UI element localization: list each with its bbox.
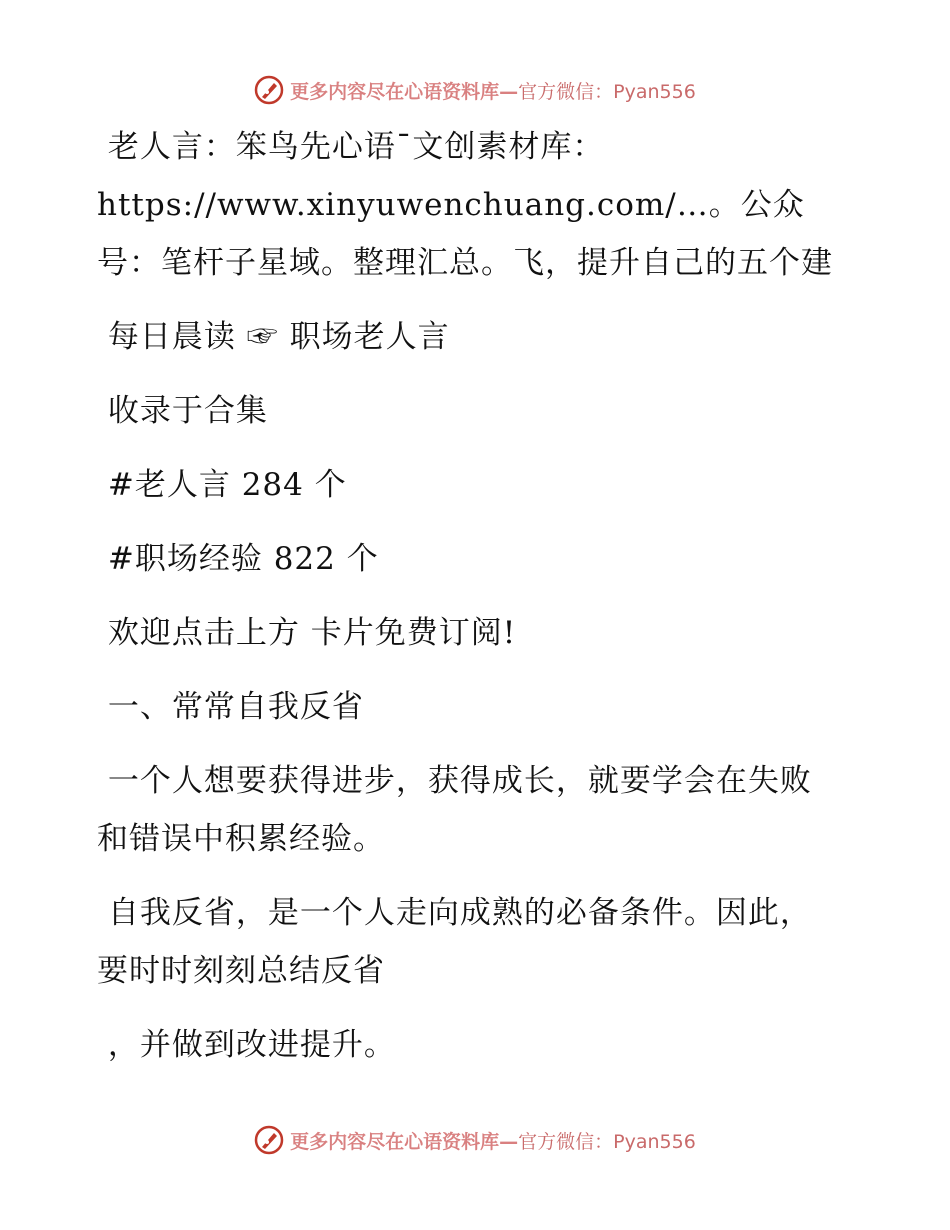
- watermark-wechat-text: 官方微信：Pyan556: [518, 80, 696, 103]
- footer-watermark: [0, 1120, 950, 1160]
- paragraph: 每日晨读 ☞ 职场老人言: [97, 319, 450, 355]
- paragraph: 收录于合集: [97, 393, 268, 429]
- paragraph: 老人言：笨鸟先心语¯文创素材库：https://www.xinyuwenchuang.com/…。公众号：笔杆子星域。整理汇总。飞，提升自己的五个建: [97, 129, 833, 281]
- paragraph: 自我反省，是一个人走向成熟的必备条件。因此，要时时刻刻总结反省: [97, 895, 812, 989]
- header-watermark: [0, 70, 950, 110]
- paragraph: 一个人想要获得进步，获得成长，就要学会在失败和错误中积累经验。: [97, 763, 812, 857]
- paragraph: #职场经验 822 个: [97, 541, 379, 577]
- paragraph: 欢迎点击上方 卡片免费订阅!: [97, 615, 517, 651]
- paragraph: ，并做到改进提升。: [97, 1027, 396, 1063]
- pen-logo-icon: [254, 75, 284, 105]
- document-body: [97, 118, 837, 1090]
- pen-logo-icon: [254, 1125, 284, 1155]
- watermark-wechat-text: 官方微信：Pyan556: [518, 1130, 696, 1153]
- paragraph: 一、常常自我反省: [97, 689, 364, 725]
- watermark-main-text: 更多内容尽在心语资料库—: [290, 1130, 519, 1153]
- paragraph: #老人言 284 个: [97, 467, 347, 503]
- watermark-main-text: 更多内容尽在心语资料库—: [290, 80, 519, 103]
